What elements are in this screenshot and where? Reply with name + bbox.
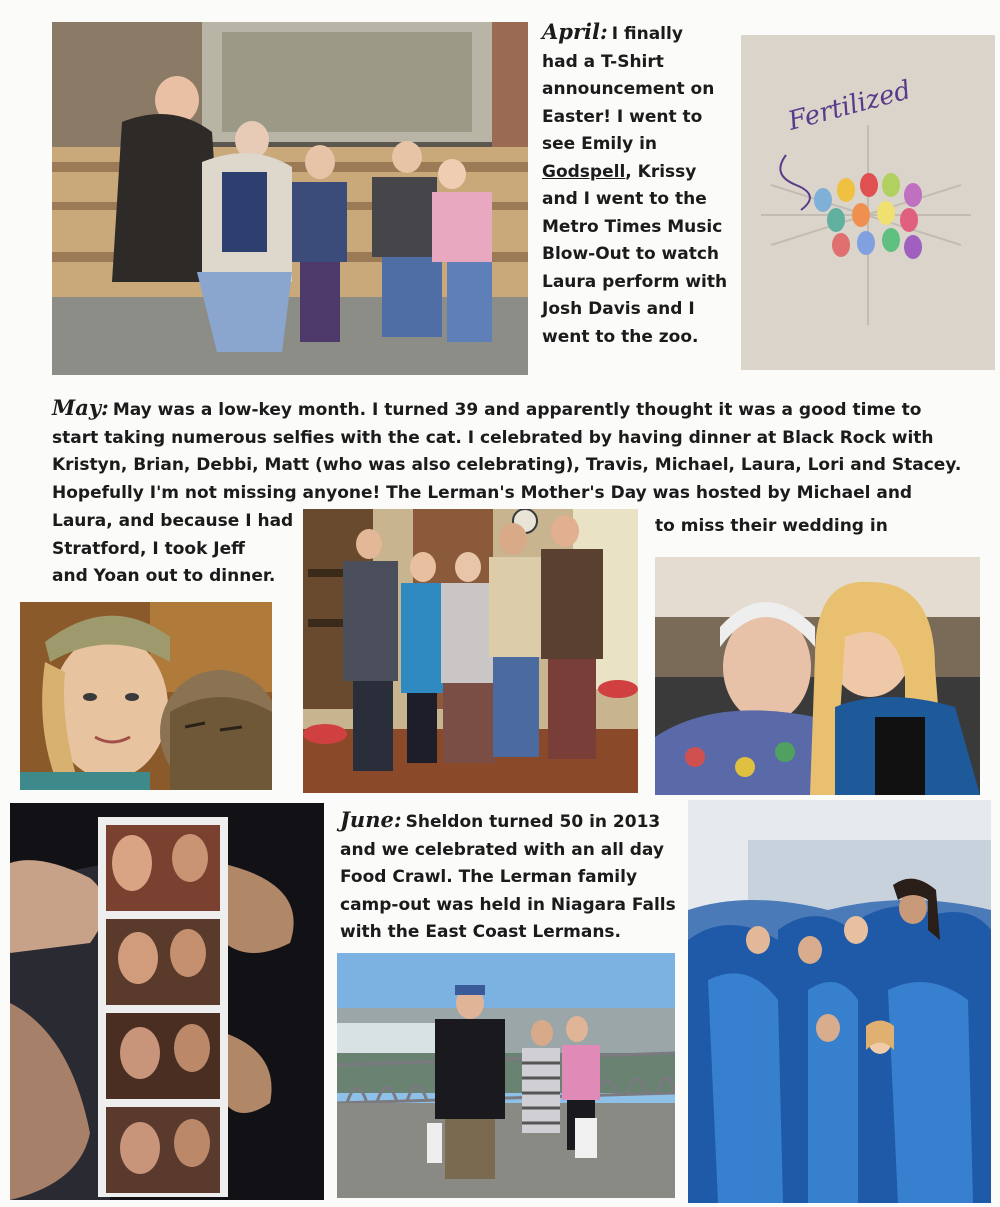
april-heading: April: [542, 19, 608, 44]
april-line-5: see Emily in [542, 134, 658, 154]
june-paragraph [340, 806, 685, 947]
april-line-7: and I went to the [542, 189, 707, 209]
tshirt-fertilized-text: Fertilized [785, 75, 915, 137]
april-line-12: went to the zoo. [542, 326, 699, 347]
may-left-line-1: Laura, and because I had [52, 511, 294, 531]
photo-mothers-day-group [303, 509, 638, 793]
april-line-4: Easter! I went to [542, 106, 703, 127]
april-line-6-rest: , Krissy [625, 161, 697, 182]
may-left-line-2: Stratford, I took Jeff [52, 538, 245, 559]
may-line-3: Kristyn, Brian, Debbi, Matt (who was also celebrating), Travis, Michael, Laura, Lori and Stacey. [52, 455, 962, 475]
april-line-11: Josh Davis and I [542, 299, 695, 319]
april-line-9: Blow-Out to watch [542, 244, 720, 264]
april-line-1: I finally [611, 24, 683, 44]
may-left-line-3: and Yoan out to dinner. [52, 566, 276, 586]
may-right-line-1: to miss their wedding in [655, 516, 888, 536]
june-line-2: and we celebrated with an all day [340, 839, 664, 860]
june-line-4: camp-out was held in Niagara Falls [340, 894, 676, 915]
photo-niagara-railing [337, 953, 675, 1198]
june-heading: June: [340, 807, 402, 832]
april-paragraph [542, 18, 742, 351]
may-heading: May: [52, 395, 109, 420]
june-line-3: Food Crawl. The Lerman family [340, 867, 638, 887]
photo-cat-selfie [20, 602, 272, 790]
april-line-10: Laura perform with [542, 271, 728, 292]
may-line-4: Hopefully I'm not missing anyone! The Lerman's Mother's Day was hosted by Michael and [52, 482, 913, 503]
april-line-8: Metro Times Music [542, 216, 723, 237]
may-line-2: start taking numerous selfies with the cat. I celebrated by having dinner at Black Rock with [52, 427, 934, 448]
photo-booth-strip [10, 803, 324, 1200]
may-continuation-left [52, 508, 292, 591]
april-line-3: announcement on [542, 79, 715, 99]
may-paragraph [52, 394, 982, 507]
photo-grandmother-selfie [655, 557, 980, 795]
june-line-1: Sheldon turned 50 in 2013 [405, 812, 661, 832]
photo-tshirt-announcement [741, 35, 995, 370]
may-continuation-right [655, 513, 955, 541]
godspell-title: Godspell [542, 161, 626, 182]
april-line-2: had a T-Shirt [542, 51, 664, 72]
june-line-5: with the East Coast Lermans. [340, 922, 622, 942]
photo-family-on-bench [52, 22, 528, 375]
photo-maid-of-the-mist-ponchos [688, 800, 991, 1203]
may-line-1: May was a low-key month. I turned 39 and apparently thought it was a good time to [112, 400, 922, 420]
